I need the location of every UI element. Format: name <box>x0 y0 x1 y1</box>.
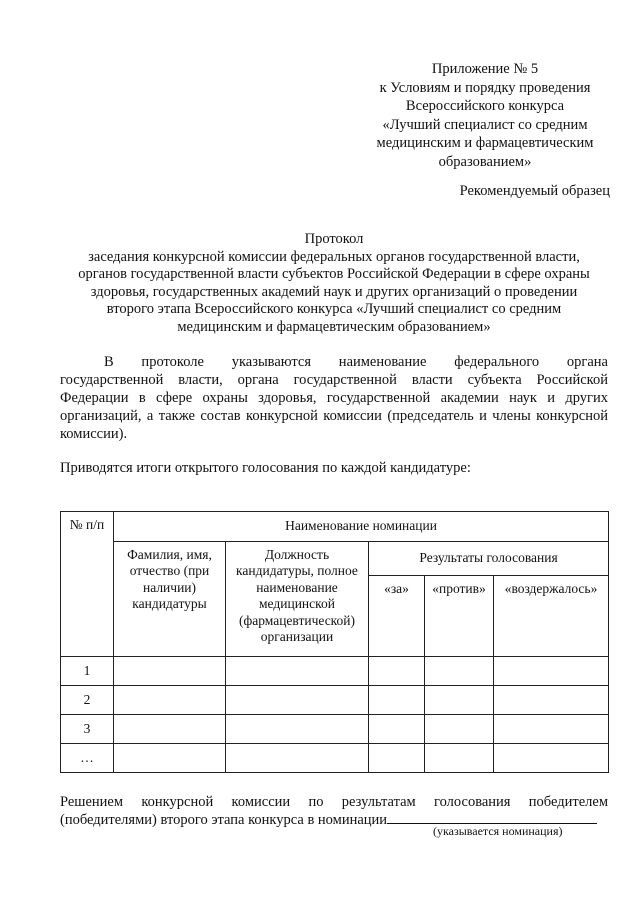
table-cell <box>369 686 425 715</box>
header-candidate-position: Должность кандидатуры, полное наименование медицинской (фармацевтической) организации <box>226 542 369 657</box>
table-cell <box>226 686 369 715</box>
table-cell <box>369 744 425 773</box>
paragraph-line: государственной власти, органа государственной власти субъекта Российской <box>60 372 608 388</box>
decision-line-text: (победителями) второго этапа конкурса в номинации <box>60 812 388 828</box>
table-cell <box>369 715 425 744</box>
protocol-title-line: второго этапа Всероссийского конкурса «Лучший специалист со средним <box>106 301 562 318</box>
protocol-title-line: медицинским и фармацевтическим образованием» <box>177 318 491 335</box>
protocol-title-line: органов государственной власти субъектов Российской Федерации в сфере охраны <box>78 266 590 283</box>
row-number: … <box>61 744 114 773</box>
table-cell <box>494 657 609 686</box>
voting-results-table <box>60 511 609 773</box>
table-cell <box>114 686 226 715</box>
paragraph-line: В протоколе указываются наименование федерального органа <box>104 354 608 370</box>
table-cell <box>494 715 609 744</box>
appendix-line: Всероссийского конкурса <box>405 98 565 115</box>
table-cell <box>425 744 494 773</box>
table-cell <box>226 657 369 686</box>
table-cell <box>114 657 226 686</box>
header-votes-abstained: «воздержалось» <box>494 576 609 657</box>
appendix-line: медицинским и фармацевтическим <box>376 135 594 152</box>
table-cell <box>494 744 609 773</box>
recommended-sample-label: Рекомендуемый образец <box>459 183 610 199</box>
paragraph-line: комиссии). <box>60 426 128 442</box>
row-number: 3 <box>61 715 114 744</box>
row-number: 1 <box>61 657 114 686</box>
intro-text: Приводятся итоги открытого голосования по каждой кандидатуре: <box>60 460 471 476</box>
table-cell <box>226 744 369 773</box>
paragraph-line: организаций, а также состав конкурсной комиссии (председатель и члены конкурсной <box>60 408 608 424</box>
table-row <box>61 686 609 715</box>
table-cell <box>494 686 609 715</box>
appendix-header <box>360 60 610 172</box>
header-nomination: Наименование номинации <box>114 512 609 542</box>
header-votes-for: «за» <box>369 576 425 657</box>
decision-line: Решением конкурсной комиссии по результатам голосования победителем <box>60 794 608 810</box>
header-candidate-name: Фамилия, имя, отчество (при наличии) кандидатуры <box>114 542 226 657</box>
table-cell <box>226 715 369 744</box>
appendix-line: к Условиям и порядку проведения <box>379 79 591 96</box>
row-number: 2 <box>61 686 114 715</box>
nomination-caption: (указывается номинация) <box>433 824 563 838</box>
protocol-title-line: здоровья, государственных академий наук и других организаций о проведении <box>90 283 578 300</box>
table-cell <box>114 715 226 744</box>
table-cell <box>425 686 494 715</box>
table-cell <box>425 657 494 686</box>
protocol-title-line: заседания конкурсной комиссии федеральных органов государственной власти, <box>88 248 580 265</box>
appendix-line: Приложение № 5 <box>431 61 539 77</box>
header-voting-results: Результаты голосования <box>369 542 609 576</box>
paragraph-line: Федерации в сфере охраны здоровья, государственной академии наук и других <box>60 390 608 406</box>
header-votes-against: «против» <box>425 576 494 657</box>
header-number: № п/п <box>61 512 114 657</box>
protocol-heading: Протокол <box>304 231 364 247</box>
paragraph-protocol-contents <box>60 353 608 443</box>
table-cell <box>369 657 425 686</box>
protocol-title <box>60 231 608 337</box>
appendix-line: образованием» <box>438 153 532 170</box>
table-row <box>61 744 609 773</box>
table-row <box>61 715 609 744</box>
table-row <box>61 657 609 686</box>
table-cell <box>114 744 226 773</box>
table-cell <box>425 715 494 744</box>
appendix-line: «Лучший специалист со средним <box>382 116 588 133</box>
